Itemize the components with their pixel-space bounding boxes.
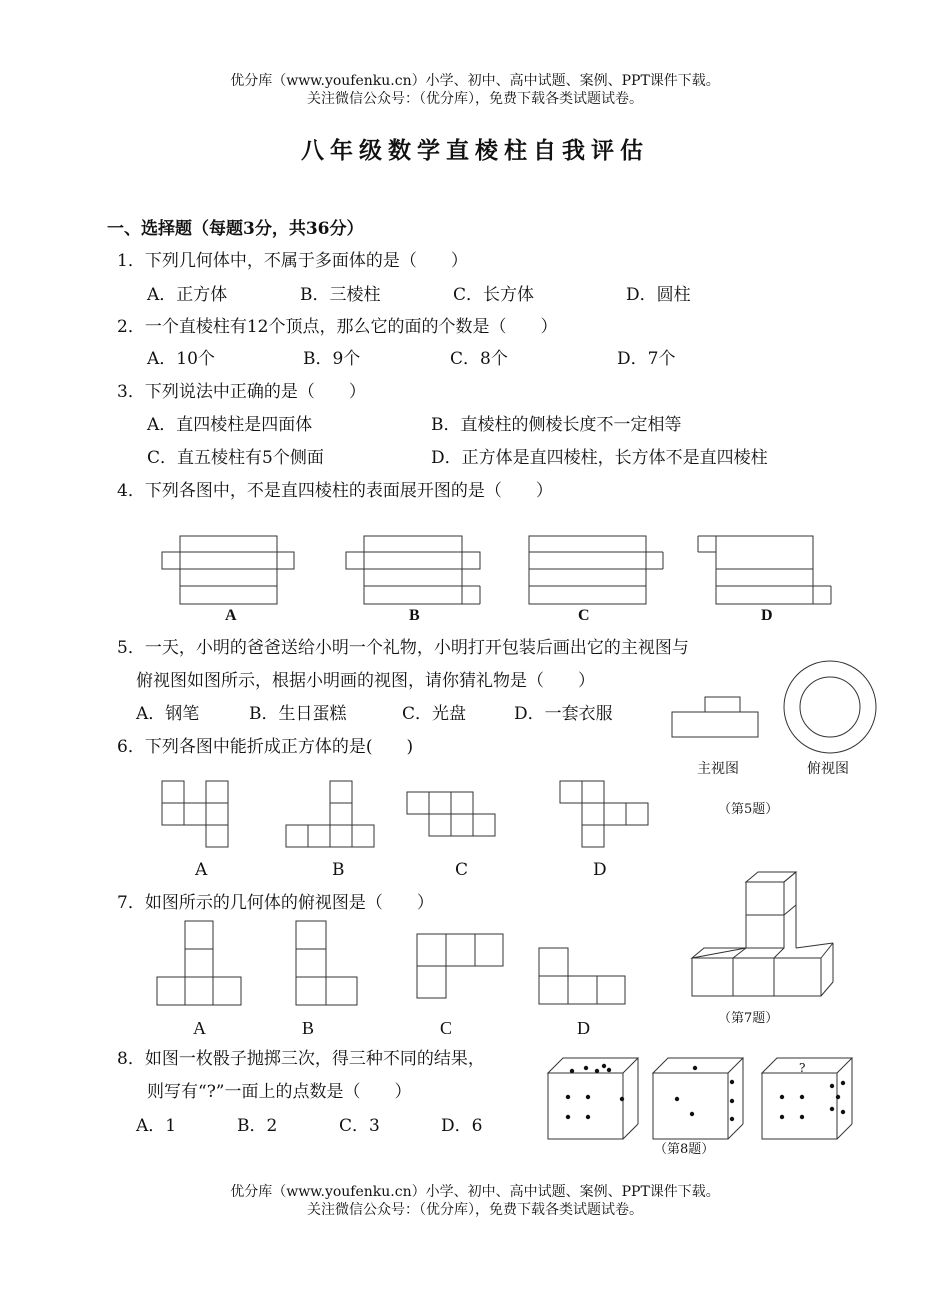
q5-front-view-label: 主视图: [697, 761, 739, 777]
question-1-option-a: A．正方体: [147, 285, 228, 305]
question-5-option-d: D．一套衣服: [514, 704, 613, 724]
q7-label-d: D: [577, 1018, 590, 1038]
q7-option-d-figure: [539, 948, 625, 1004]
q6-label-c: C: [455, 860, 469, 880]
question-1-option-c: C．长方体: [453, 285, 535, 305]
q7-solid-figure: [692, 872, 833, 996]
question-2-stem: 2．一个直棱柱有12个顶点，那么它的面的个数是（ ）: [117, 317, 558, 337]
footer-line-2: 关注微信公众号：（优分库），免费下载各类试题试卷。: [307, 1202, 643, 1218]
q4-net-d: [698, 536, 831, 604]
question-5-stem-line-1: 5．一天，小明的爸爸送给小明一个礼物，小明打开包装后画出它的主视图与: [117, 638, 689, 658]
question-8-option-d: D．6: [441, 1116, 483, 1136]
q8-die-3: [762, 1058, 852, 1139]
q8-die-2: [653, 1058, 743, 1139]
question-2-option-b: B．9个: [303, 349, 361, 369]
question-2-option-a: A．10个: [147, 349, 215, 369]
q6-net-c: [407, 792, 495, 836]
q6-net-d: [560, 781, 648, 847]
q4-label-d: D: [761, 607, 773, 624]
question-8-option-c: C．3: [339, 1116, 380, 1136]
q4-label-c: C: [578, 607, 590, 624]
q4-label-a: A: [225, 607, 237, 624]
q7-option-b-figure: [296, 921, 357, 1005]
q6-label-b: B: [332, 860, 345, 880]
question-3-option-c: C．直五棱柱有5个侧面: [147, 448, 324, 468]
question-8-stem-line-1: 8．如图一枚骰子抛掷三次，得三种不同的结果，: [117, 1049, 485, 1069]
q4-net-a: [162, 536, 294, 604]
question-5-option-b: B．生日蛋糕: [249, 704, 347, 724]
q6-label-d: D: [593, 860, 607, 880]
q6-net-a: [162, 781, 228, 847]
question-6-stem: 6．下列各图中能折成正方体的是( ): [117, 737, 414, 757]
q4-label-b: B: [409, 607, 420, 624]
q6-label-a: A: [195, 860, 208, 880]
q4-net-c: [529, 536, 663, 604]
q8-question-mark: ?: [799, 1061, 806, 1075]
question-5-option-a: A．钢笔: [136, 704, 200, 724]
question-1-stem: 1．下列几何体中，不属于多面体的是（ ）: [117, 251, 468, 271]
question-3-stem: 3．下列说法中正确的是（ ）: [117, 382, 366, 402]
q7-label-a: A: [193, 1018, 206, 1038]
header-line-1: 优分库（www.youfenku.cn）小学、初中、高中试题、案例、PPT课件下载。: [230, 73, 720, 89]
question-2-option-d: D．7个: [617, 349, 676, 369]
q8-die-1: [548, 1058, 638, 1139]
header-line-2: 关注微信公众号：（优分库），免费下载各类试题试卷。: [307, 91, 643, 107]
q4-net-b: [346, 536, 480, 604]
q7-option-c-figure: [417, 934, 503, 998]
question-4-stem: 4．下列各图中，不是直四棱柱的表面展开图的是（ ）: [117, 481, 553, 501]
question-2-option-c: C．8个: [450, 349, 508, 369]
question-8-option-a: A．1: [136, 1116, 177, 1136]
q7-label-c: C: [440, 1018, 453, 1038]
question-8-stem-line-2: 则写有“?”一面上的点数是（ ）: [147, 1082, 412, 1102]
q7-option-a-figure: [157, 921, 241, 1005]
question-7-stem: 7．如图所示的几何体的俯视图是（ ）: [117, 893, 434, 913]
question-3-option-a: A．直四棱柱是四面体: [147, 415, 313, 435]
q7-label-b: B: [302, 1018, 315, 1038]
question-8-option-b: B．2: [237, 1116, 278, 1136]
page-title: 八年级数学直棱柱自我评估: [301, 137, 649, 164]
q5-top-view-label: 俯视图: [807, 761, 849, 777]
question-1-option-b: B．三棱柱: [300, 285, 381, 305]
q6-net-b: [286, 781, 374, 847]
question-5-stem-line-2: 俯视图如图所示，根据小明画的视图，请你猜礼物是（ ）: [136, 671, 595, 691]
question-1-option-d: D．圆柱: [626, 285, 691, 305]
q5-top-view: [784, 661, 876, 753]
q5-caption: （第5题）: [718, 802, 779, 817]
question-3-option-d: D．正方体是直四棱柱，长方体不是直四棱柱: [431, 448, 768, 468]
question-3-option-b: B．直棱柱的侧棱长度不一定相等: [431, 415, 682, 435]
q8-caption: （第8题）: [654, 1142, 715, 1157]
question-5-option-c: C．光盘: [402, 704, 467, 724]
q5-front-view: [672, 697, 758, 737]
q7-caption: （第7题）: [718, 1011, 779, 1026]
footer-line-1: 优分库（www.youfenku.cn）小学、初中、高中试题、案例、PPT课件下载。: [230, 1184, 720, 1200]
section-heading: 一、选择题（每题3分，共36分）: [107, 219, 364, 239]
